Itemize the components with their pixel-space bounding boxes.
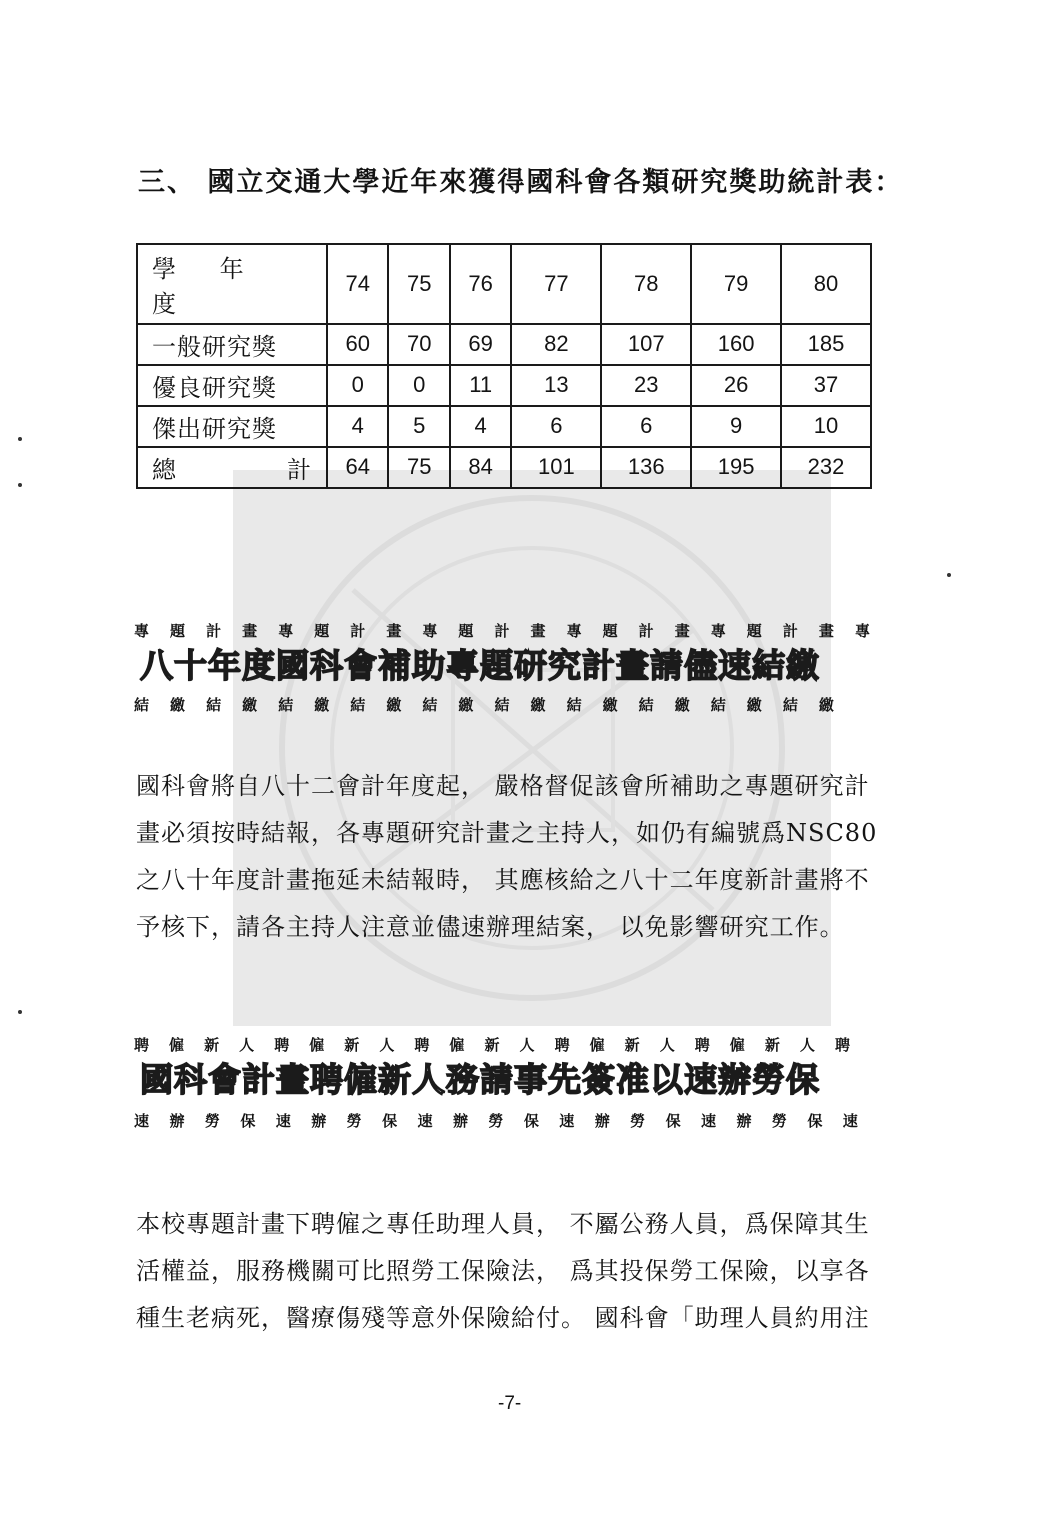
value-cell: 6 bbox=[511, 406, 601, 447]
value-cell: 195 bbox=[691, 447, 781, 488]
value-cell: 69 bbox=[450, 324, 511, 365]
band-char: 計 bbox=[782, 622, 798, 640]
row-label: 傑出研究獎 bbox=[137, 406, 327, 447]
band-char: 題 bbox=[314, 622, 330, 640]
table-header-row bbox=[137, 244, 871, 324]
band-char: 保 bbox=[665, 1112, 681, 1130]
band-char: 專 bbox=[710, 622, 726, 640]
band-char: 新 bbox=[344, 1036, 360, 1054]
band-char: 速 bbox=[417, 1112, 433, 1130]
band-char: 結 bbox=[350, 696, 366, 714]
band-char: 題 bbox=[458, 622, 474, 640]
value-cell: 185 bbox=[781, 324, 871, 365]
notice2-band-bottom bbox=[134, 1110, 858, 1131]
band-char: 畫 bbox=[674, 622, 690, 640]
value-cell: 26 bbox=[691, 365, 781, 406]
band-char: 題 bbox=[602, 622, 618, 640]
band-char: 結 bbox=[638, 696, 654, 714]
band-char: 辦 bbox=[169, 1112, 185, 1130]
band-char: 結 bbox=[422, 696, 438, 714]
band-char: 人 bbox=[379, 1036, 395, 1054]
year-cell: 75 bbox=[388, 244, 449, 324]
research-award-table bbox=[136, 243, 872, 489]
band-char: 速 bbox=[701, 1112, 717, 1130]
value-cell: 11 bbox=[450, 365, 511, 406]
band-char: 辦 bbox=[594, 1112, 610, 1130]
table-total-row bbox=[137, 447, 871, 488]
band-char: 聘 bbox=[554, 1036, 570, 1054]
band-char: 繳 bbox=[530, 696, 546, 714]
value-cell: 82 bbox=[511, 324, 601, 365]
value-cell: 101 bbox=[511, 447, 601, 488]
band-char: 專 bbox=[278, 622, 294, 640]
year-cell: 77 bbox=[511, 244, 601, 324]
band-char: 保 bbox=[523, 1112, 539, 1130]
header-label: 學 年 度 bbox=[137, 244, 327, 324]
band-char: 人 bbox=[239, 1036, 255, 1054]
band-char: 專 bbox=[422, 622, 438, 640]
band-char: 速 bbox=[275, 1112, 291, 1130]
paragraph-line: 予核下，請各主持人注意並儘速辦理結案， 以免影響研究工作。 bbox=[136, 913, 845, 941]
band-char: 畫 bbox=[386, 622, 402, 640]
row-label: 總 計 bbox=[137, 447, 327, 488]
band-char: 人 bbox=[519, 1036, 535, 1054]
notice2-headline: 國科會計畫聘僱新人務請事先簽准以速辦勞保 bbox=[140, 1060, 820, 1099]
band-char: 僱 bbox=[449, 1036, 465, 1054]
band-char: 聘 bbox=[134, 1036, 150, 1054]
band-char: 保 bbox=[382, 1112, 398, 1130]
value-cell: 4 bbox=[450, 406, 511, 447]
notice1-headline: 八十年度國科會補助專題研究計畫請儘速結繳 bbox=[140, 646, 820, 685]
paragraph-line: 畫必須按時結報，各專題研究計畫之主持人，如仍有編號爲NSC80 bbox=[136, 819, 878, 847]
band-char: 新 bbox=[204, 1036, 220, 1054]
band-char: 專 bbox=[566, 622, 582, 640]
value-cell: 4 bbox=[327, 406, 388, 447]
band-char: 繳 bbox=[242, 696, 258, 714]
year-cell: 79 bbox=[691, 244, 781, 324]
band-char: 題 bbox=[170, 622, 186, 640]
scan-speck bbox=[18, 437, 22, 441]
band-char: 結 bbox=[494, 696, 510, 714]
band-char: 結 bbox=[206, 696, 222, 714]
value-cell: 0 bbox=[388, 365, 449, 406]
year-cell: 78 bbox=[601, 244, 691, 324]
band-char: 計 bbox=[206, 622, 222, 640]
row-label: 一般研究獎 bbox=[137, 324, 327, 365]
year-cell: 76 bbox=[450, 244, 511, 324]
value-cell: 160 bbox=[691, 324, 781, 365]
value-cell: 75 bbox=[388, 447, 449, 488]
page-number: -7- bbox=[498, 1393, 522, 1414]
table-row bbox=[137, 406, 871, 447]
notice2-band-top bbox=[134, 1034, 850, 1055]
paragraph-line: 國科會將自八十二會計年度起， 嚴格督促該會所補助之專題研究計 bbox=[136, 772, 870, 800]
band-char: 保 bbox=[807, 1112, 823, 1130]
paragraph-line: 種生老病死，醫療傷殘等意外保險給付。 國科會「助理人員約用注 bbox=[136, 1304, 870, 1332]
notice1-band-top bbox=[134, 620, 870, 641]
band-char: 繳 bbox=[602, 696, 618, 714]
band-char: 保 bbox=[240, 1112, 256, 1130]
band-char: 繳 bbox=[314, 696, 330, 714]
notice1-paragraph bbox=[136, 763, 916, 951]
band-char: 速 bbox=[842, 1112, 858, 1130]
band-char: 繳 bbox=[386, 696, 402, 714]
band-char: 聘 bbox=[414, 1036, 430, 1054]
value-cell: 232 bbox=[781, 447, 871, 488]
band-char: 畫 bbox=[818, 622, 834, 640]
table-row bbox=[137, 324, 871, 365]
value-cell: 0 bbox=[327, 365, 388, 406]
value-cell: 6 bbox=[601, 406, 691, 447]
value-cell: 60 bbox=[327, 324, 388, 365]
value-cell: 136 bbox=[601, 447, 691, 488]
value-cell: 107 bbox=[601, 324, 691, 365]
band-char: 結 bbox=[566, 696, 582, 714]
band-char: 勞 bbox=[771, 1112, 787, 1130]
scan-speck bbox=[947, 573, 951, 577]
band-char: 繳 bbox=[170, 696, 186, 714]
paragraph-line: 本校專題計畫下聘僱之專任助理人員， 不屬公務人員，爲保障其生 bbox=[136, 1210, 870, 1238]
band-char: 勞 bbox=[488, 1112, 504, 1130]
value-cell: 23 bbox=[601, 365, 691, 406]
band-char: 聘 bbox=[694, 1036, 710, 1054]
band-char: 聘 bbox=[834, 1036, 850, 1054]
band-char: 畫 bbox=[530, 622, 546, 640]
value-cell: 64 bbox=[327, 447, 388, 488]
band-char: 新 bbox=[764, 1036, 780, 1054]
band-char: 僱 bbox=[589, 1036, 605, 1054]
value-cell: 5 bbox=[388, 406, 449, 447]
scan-speck bbox=[18, 483, 22, 487]
scan-speck bbox=[18, 1010, 22, 1014]
band-char: 勞 bbox=[630, 1112, 646, 1130]
band-char: 結 bbox=[134, 696, 150, 714]
band-char: 繳 bbox=[458, 696, 474, 714]
value-cell: 70 bbox=[388, 324, 449, 365]
band-char: 計 bbox=[350, 622, 366, 640]
band-char: 人 bbox=[659, 1036, 675, 1054]
row-label: 優良研究獎 bbox=[137, 365, 327, 406]
year-cell: 74 bbox=[327, 244, 388, 324]
band-char: 繳 bbox=[818, 696, 834, 714]
band-char: 計 bbox=[494, 622, 510, 640]
notice1-band-bottom bbox=[134, 694, 834, 715]
band-char: 結 bbox=[782, 696, 798, 714]
band-char: 計 bbox=[638, 622, 654, 640]
band-char: 新 bbox=[624, 1036, 640, 1054]
value-cell: 9 bbox=[691, 406, 781, 447]
band-char: 僱 bbox=[169, 1036, 185, 1054]
band-char: 人 bbox=[799, 1036, 815, 1054]
band-char: 速 bbox=[134, 1112, 150, 1130]
band-char: 勞 bbox=[204, 1112, 220, 1130]
band-char: 僱 bbox=[729, 1036, 745, 1054]
value-cell: 84 bbox=[450, 447, 511, 488]
band-char: 辦 bbox=[736, 1112, 752, 1130]
band-char: 題 bbox=[746, 622, 762, 640]
notice2-paragraph bbox=[136, 1201, 916, 1342]
section-title: 三、 國立交通大學近年來獲得國科會各類研究獎助統計表： bbox=[138, 167, 904, 198]
band-char: 畫 bbox=[242, 622, 258, 640]
band-char: 繳 bbox=[746, 696, 762, 714]
band-char: 勞 bbox=[346, 1112, 362, 1130]
paragraph-line: 活權益，服務機關可比照勞工保險法， 爲其投保勞工保險，以享各 bbox=[136, 1257, 870, 1285]
value-cell: 37 bbox=[781, 365, 871, 406]
paragraph-line: 之八十年度計畫拖延未結報時， 其應核給之八十二年度新計畫將不 bbox=[136, 866, 870, 894]
band-char: 結 bbox=[710, 696, 726, 714]
band-char: 新 bbox=[484, 1036, 500, 1054]
band-char: 結 bbox=[278, 696, 294, 714]
year-cell: 80 bbox=[781, 244, 871, 324]
table-row bbox=[137, 365, 871, 406]
value-cell: 10 bbox=[781, 406, 871, 447]
band-char: 僱 bbox=[309, 1036, 325, 1054]
band-char: 專 bbox=[854, 622, 870, 640]
band-char: 聘 bbox=[274, 1036, 290, 1054]
band-char: 速 bbox=[559, 1112, 575, 1130]
band-char: 專 bbox=[134, 622, 150, 640]
band-char: 繳 bbox=[674, 696, 690, 714]
band-char: 辦 bbox=[452, 1112, 468, 1130]
value-cell: 13 bbox=[511, 365, 601, 406]
band-char: 辦 bbox=[311, 1112, 327, 1130]
